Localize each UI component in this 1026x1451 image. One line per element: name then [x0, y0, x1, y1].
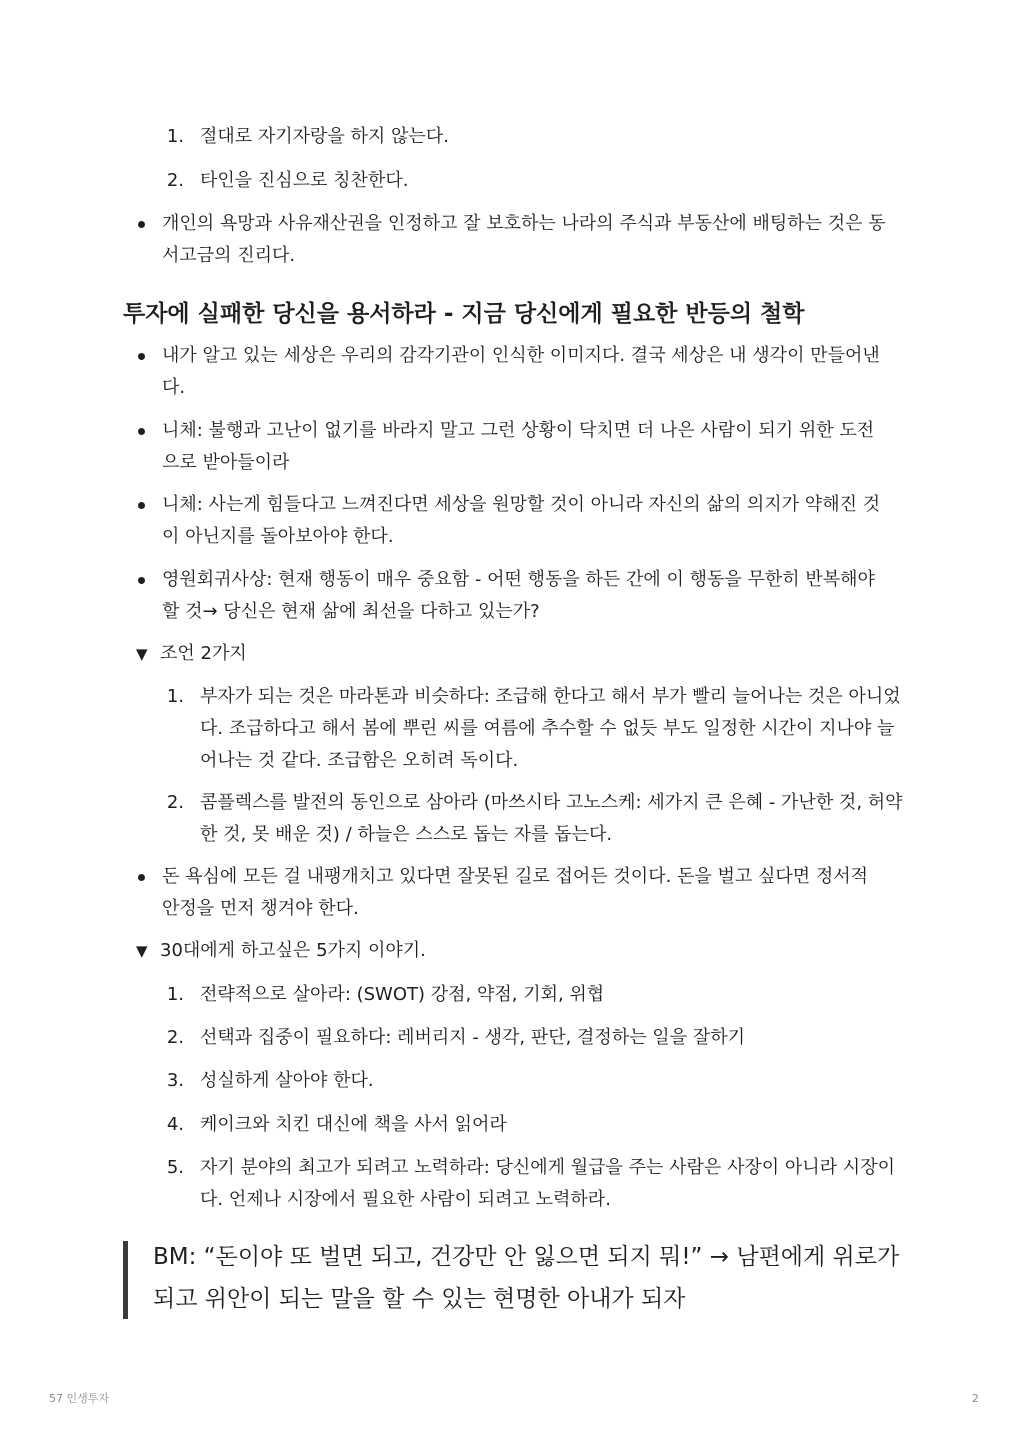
list-number: 2. [166, 170, 184, 191]
toggle-triangle-icon[interactable]: ▼ [136, 942, 148, 960]
list-item-text: 절대로 자기자랑을 하지 않는다. [200, 126, 449, 147]
list-number: 1. [166, 984, 184, 1005]
list-number: 2. [166, 1027, 184, 1048]
bullet-dot [138, 353, 145, 360]
bullet-dot [138, 221, 145, 228]
list-number: 5. [166, 1157, 184, 1178]
bullet-text: 돈 욕심에 모든 걸 내팽개치고 있다면 잘못된 길로 접어든 것이다. 돈을 벌고 싶다면 정서적 안정을 먼저 챙겨야 한다. [162, 866, 869, 919]
toggle-label: 조언 2가지 [160, 643, 247, 664]
list-item-text: 콤플렉스를 발전의 동인으로 삼아라 (마쓰시타 고노스케: 세가지 큰 은혜 - 가난한 것, 허약한 것, 못 배운 것) / 하늘은 스스로 돕는 자를 돕는다. [200, 792, 903, 845]
bullet-dot [138, 577, 145, 584]
bullet-dot [138, 502, 145, 509]
list-item-text: 전략적으로 살아라: (SWOT) 강점, 약점, 기회, 위협 [200, 984, 605, 1005]
bullet-text: 니체: 사는게 힘들다고 느껴진다면 세상을 원망할 것이 아니라 자신의 삶의 의지가 약해진 것이 아닌지를 돌아보아야 한다. [162, 494, 881, 547]
section-heading: 투자에 실패한 당신을 용서하라 - 지금 당신에게 필요한 반등의 철학 [123, 301, 805, 327]
list-item-text: 부자가 되는 것은 마라톤과 비슷하다: 조급해 한다고 해서 부가 빨리 늘어나는 것은 아니었다. 조급하다고 해서 봄에 뿌린 씨를 여름에 추수할 수 없듯 부도 일정한 시간이 지나야 늘어나는 것 같다. 조급함은 오히려 독이다. [200, 686, 901, 771]
list-item-text: 케이크와 치킨 대신에 책을 사서 읽어라 [200, 1114, 507, 1135]
bullet-dot [138, 428, 145, 435]
list-number: 1. [166, 126, 184, 147]
list-number: 2. [166, 792, 184, 813]
bullet-text: 내가 알고 있는 세상은 우리의 감각기관이 인식한 이미지다. 결국 세상은 내 생각이 만들어낸다. [162, 345, 880, 398]
quote-bar [123, 1241, 128, 1319]
list-number: 3. [166, 1070, 184, 1091]
bullet-text: 니체: 불행과 고난이 없기를 바라지 말고 그런 상황이 닥치면 더 나은 사람이 되기 위한 도전으로 받아들이라 [162, 420, 875, 473]
list-item-text: 자기 분야의 최고가 되려고 노력하라: 당신에게 월급을 주는 사람은 사장이 아니라 시장이다. 언제나 시장에서 필요한 사람이 되려고 노력하라. [200, 1157, 895, 1210]
bullet-text: 개인의 욕망과 사유재산권을 인정하고 잘 보호하는 나라의 주식과 부동산에 배팅하는 것은 동서고금의 진리다. [162, 213, 886, 266]
list-item-text: 타인을 진심으로 칭찬한다. [200, 170, 409, 191]
list-number: 4. [166, 1114, 184, 1135]
toggle-label: 30대에게 하고싶은 5가지 이야기. [160, 940, 426, 961]
toggle-triangle-icon[interactable]: ▼ [136, 645, 148, 663]
footer-title: 57 인생투자 [49, 1392, 109, 1405]
bullet-text: 영원회귀사상: 현재 행동이 매우 중요함 - 어떤 행동을 하든 간에 이 행동을 무한히 반복해야 할 것→ 당신은 현재 삶에 최선을 다하고 있는가? [162, 569, 875, 622]
list-number: 1. [166, 686, 184, 707]
page-number: 2 [972, 1392, 979, 1405]
list-item-text: 선택과 집중이 필요하다: 레버리지 - 생각, 판단, 결정하는 일을 잘하기 [200, 1027, 745, 1048]
bullet-dot [138, 874, 145, 881]
quote-text: BM: “돈이야 또 벌면 되고, 건강만 안 잃으면 되지 뭐!” → 남편에게 위로가 되고 위안이 되는 말을 할 수 있는 현명한 아내가 되자 [153, 1244, 900, 1312]
list-item-text: 성실하게 살아야 한다. [200, 1070, 374, 1091]
